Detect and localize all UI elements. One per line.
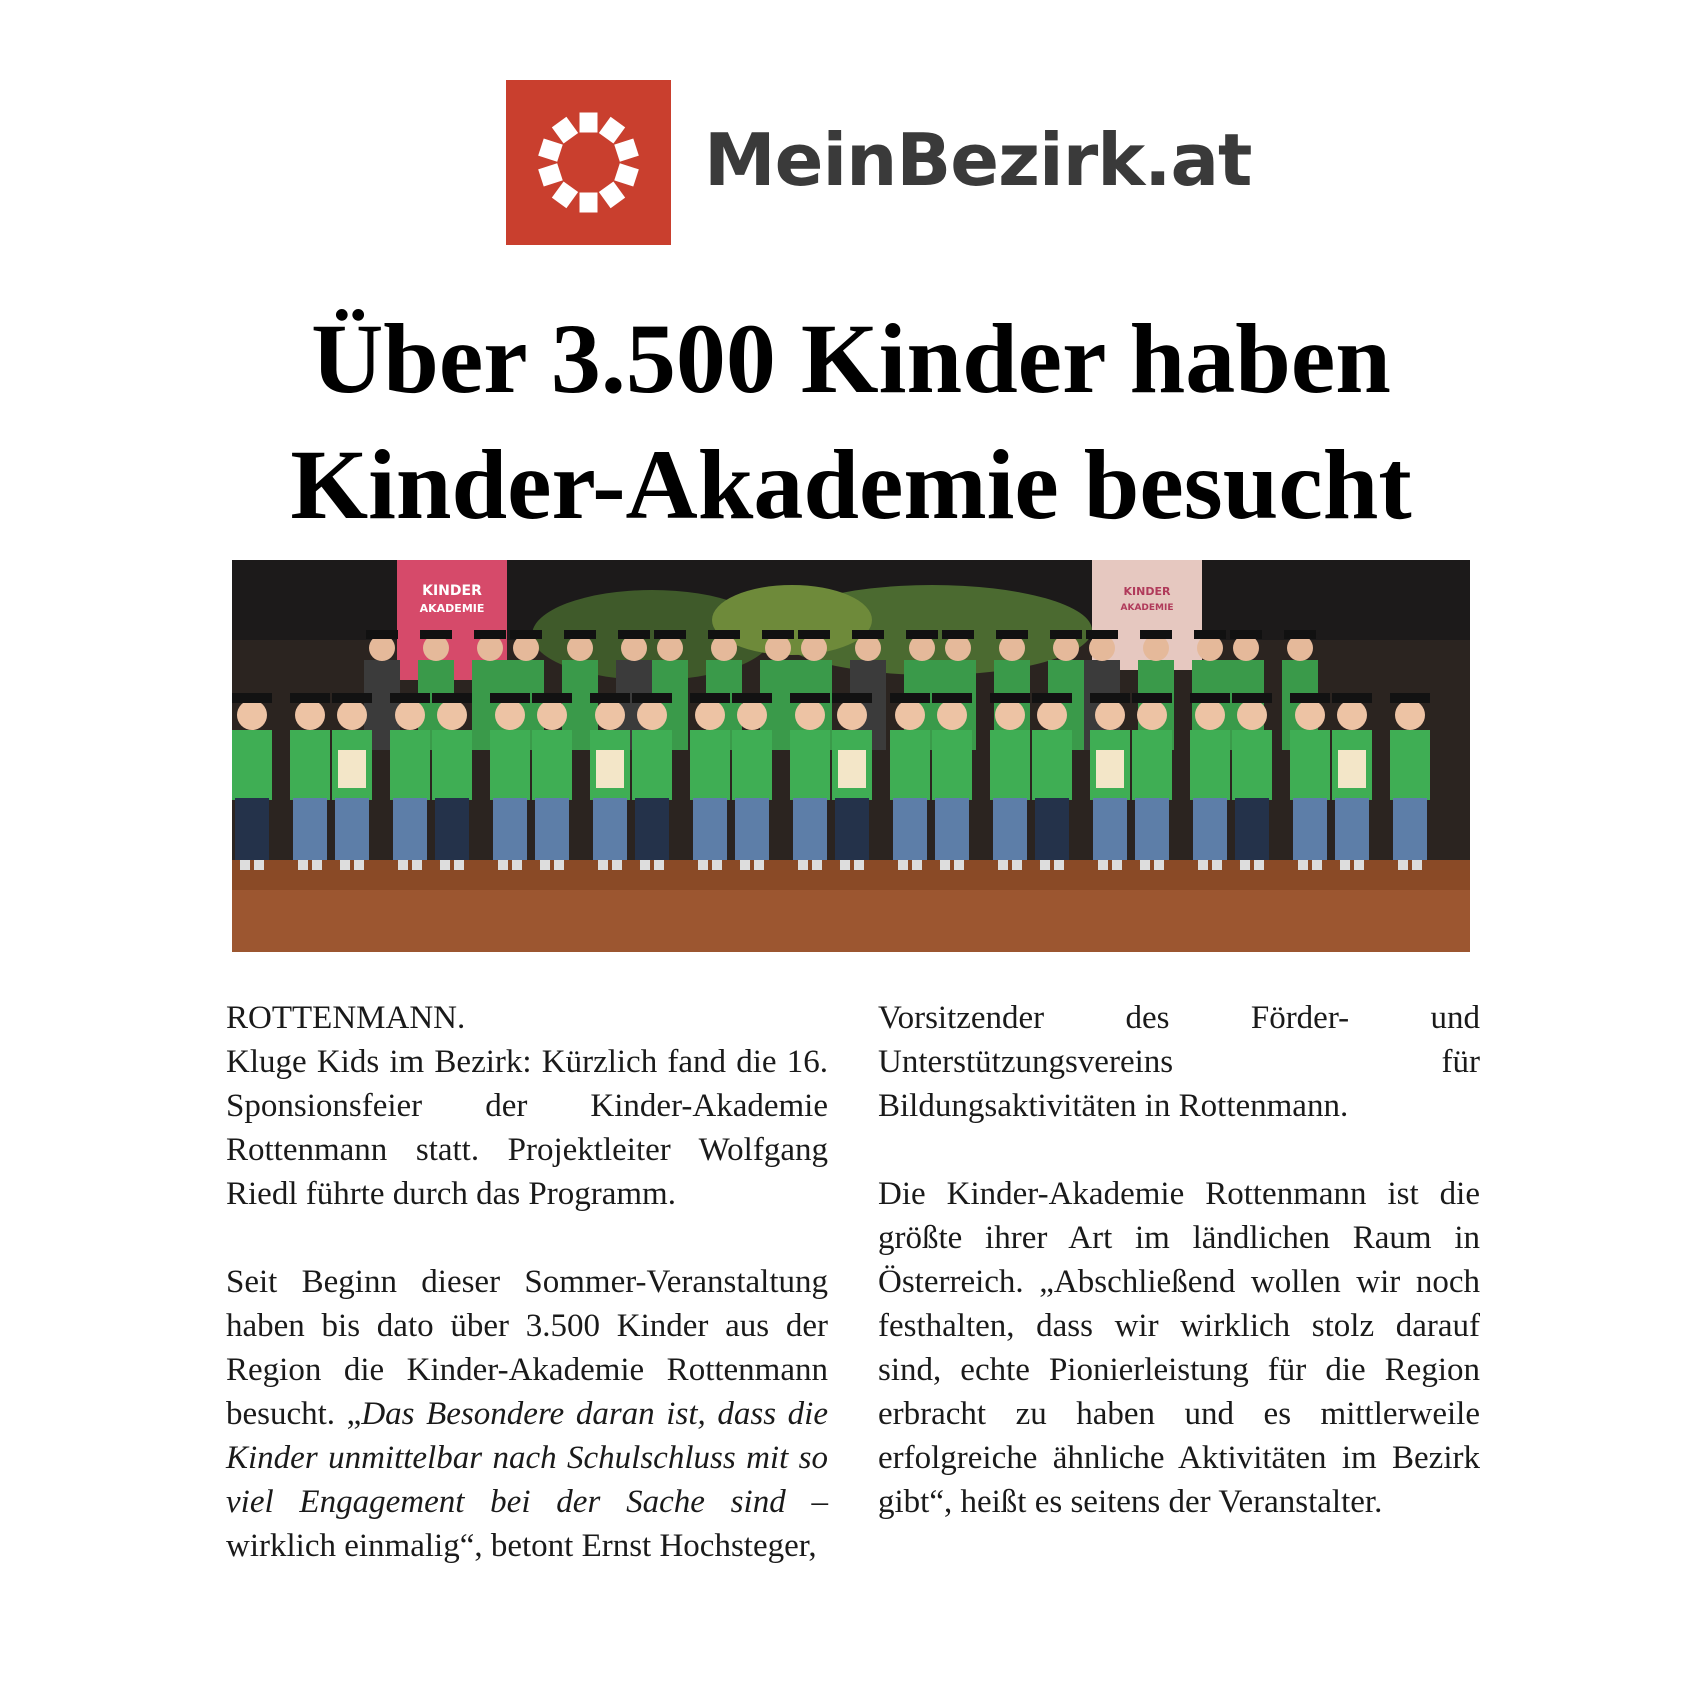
shoe (1054, 860, 1064, 870)
cap (1232, 693, 1272, 703)
cap (906, 630, 938, 639)
shoe (512, 860, 522, 870)
banner-left-line-1: KINDER (422, 583, 482, 599)
jeans (1093, 798, 1127, 860)
shoe (1240, 860, 1250, 870)
cap (942, 630, 974, 639)
cap (332, 693, 372, 703)
shoe (1154, 860, 1164, 870)
cap (232, 693, 272, 703)
cap (1284, 630, 1316, 639)
shoe (440, 860, 450, 870)
jeans (593, 798, 627, 860)
cap (290, 693, 330, 703)
jeans (635, 798, 669, 860)
shoe (854, 860, 864, 870)
head (1095, 700, 1125, 730)
cap (996, 630, 1028, 639)
shirt (1132, 730, 1172, 800)
cap (510, 630, 542, 639)
head (1395, 700, 1425, 730)
sun-ring-logo-icon (506, 80, 671, 245)
article-paragraph-2-end: – wirklich einmalig“, betont Ernst Hochsteger, (226, 1484, 829, 1564)
cap (1140, 630, 1172, 639)
shoe (1098, 860, 1108, 870)
shoe (654, 860, 664, 870)
certificate (338, 750, 366, 788)
shirt (732, 730, 772, 800)
head (795, 700, 825, 730)
cap (762, 630, 794, 639)
jeans (535, 798, 569, 860)
certificate (1096, 750, 1124, 788)
shoe (298, 860, 308, 870)
cap (1090, 693, 1130, 703)
jeans (935, 798, 969, 860)
cap (1230, 630, 1262, 639)
certificate (596, 750, 624, 788)
shoe (1040, 860, 1050, 870)
cap (1190, 693, 1230, 703)
brand-name: MeinBezirk.at (704, 118, 1252, 202)
cap (1050, 630, 1082, 639)
cap (564, 630, 596, 639)
shirt (990, 730, 1030, 800)
jeans (835, 798, 869, 860)
jeans (1193, 798, 1227, 860)
shirt (532, 730, 572, 800)
article-column-left (226, 996, 828, 1612)
head (637, 700, 667, 730)
shirt (432, 730, 472, 800)
jeans (435, 798, 469, 860)
head (695, 700, 725, 730)
shoe (412, 860, 422, 870)
shoe (940, 860, 950, 870)
head (237, 700, 267, 730)
head (937, 700, 967, 730)
cap (590, 693, 630, 703)
jeans (1035, 798, 1069, 860)
jeans (335, 798, 369, 860)
jeans (235, 798, 269, 860)
banner-right-line-1: KINDER (1123, 585, 1171, 598)
shoe (640, 860, 650, 870)
dateline: ROTTENMANN. (226, 1000, 466, 1036)
cap (432, 693, 472, 703)
jeans (993, 798, 1027, 860)
cap (798, 630, 830, 639)
headline-line-1: Über 3.500 Kinder haben (311, 303, 1391, 414)
cap (932, 693, 972, 703)
cap (420, 630, 452, 639)
jeans (1235, 798, 1269, 860)
jeans (293, 798, 327, 860)
shoe (554, 860, 564, 870)
head (395, 700, 425, 730)
shoe (812, 860, 822, 870)
cap (390, 693, 430, 703)
shoe (354, 860, 364, 870)
shoe (998, 860, 1008, 870)
shoe (840, 860, 850, 870)
head (595, 700, 625, 730)
article-paragraph-2-start: Seit Beginn dieser Sommer-Veranstaltung haben bis dato über 3.500 Kinder aus der Region die Kinder-Akademie Rottenmann besucht. „ (226, 1264, 828, 1432)
jeans (735, 798, 769, 860)
head (995, 700, 1025, 730)
cap (1290, 693, 1330, 703)
shoe (1398, 860, 1408, 870)
jeans (793, 798, 827, 860)
shirt (890, 730, 930, 800)
shoe (540, 860, 550, 870)
cap (532, 693, 572, 703)
head (537, 700, 567, 730)
cap (474, 630, 506, 639)
cap (1132, 693, 1172, 703)
head (1295, 700, 1325, 730)
shirt (490, 730, 530, 800)
group-photo (232, 560, 1470, 952)
shoe (898, 860, 908, 870)
shirt (1032, 730, 1072, 800)
shoe (712, 860, 722, 870)
shoe (340, 860, 350, 870)
head (295, 700, 325, 730)
head (837, 700, 867, 730)
brand-logo (506, 80, 671, 245)
banner-left-line-2: AKADEMIE (419, 602, 485, 615)
shoe (254, 860, 264, 870)
shoe (1012, 860, 1022, 870)
shoe (1140, 860, 1150, 870)
jeans (893, 798, 927, 860)
cap (1032, 693, 1072, 703)
shirt (1290, 730, 1330, 800)
shoe (740, 860, 750, 870)
cap (732, 693, 772, 703)
shoe (612, 860, 622, 870)
jeans (1393, 798, 1427, 860)
shoe (312, 860, 322, 870)
shoe (1212, 860, 1222, 870)
head (1237, 700, 1267, 730)
shoe (1340, 860, 1350, 870)
shoe (1412, 860, 1422, 870)
banner-right-line-2: AKADEMIE (1120, 603, 1174, 613)
cap (708, 630, 740, 639)
group-photo-illustration (232, 560, 1470, 952)
shirt (390, 730, 430, 800)
cap (690, 693, 730, 703)
jeans (1335, 798, 1369, 860)
shoe (598, 860, 608, 870)
quote: Das Besondere daran ist, dass die Kinder unmittelbar nach Schulschluss mit so viel Engagement bei der Sache sind (226, 1396, 828, 1520)
head (737, 700, 767, 730)
shoe (798, 860, 808, 870)
cap (618, 630, 650, 639)
article-paragraph-4: Die Kinder-Akademie Rottenmann ist die größte ihrer Art im ländlichen Raum in Österreich. „Abschließend wollen wir noch festhalten, dass wir wirklich stolz darauf sind, echte Pionierleistung für die Region erbracht zu haben und es mittlerweile erfolgreiche ähnliche Aktivitäten im Bezirk gibt“, heißt es seitens der Veranstalter. (878, 1176, 1480, 1520)
shirt (690, 730, 730, 800)
shoe (240, 860, 250, 870)
head (895, 700, 925, 730)
cap (1390, 693, 1430, 703)
shoe (1112, 860, 1122, 870)
cap (1086, 630, 1118, 639)
jeans (493, 798, 527, 860)
shoe (398, 860, 408, 870)
article-paragraph-1: Kluge Kids im Bezirk: Kürzlich fand die 16. Sponsionsfeier der Kinder-Akademie Rottenmann statt. Projektleiter Wolfgang Riedl führte durch das Programm. (226, 1044, 828, 1212)
head (495, 700, 525, 730)
jeans (1135, 798, 1169, 860)
shoe (754, 860, 764, 870)
shirt (290, 730, 330, 800)
shirt (632, 730, 672, 800)
shoe (698, 860, 708, 870)
shoe (1312, 860, 1322, 870)
article-paragraph-3: Vorsitzender des Förder- und Unterstützungsvereins für Bildungsaktivitäten in Rottenmann. (878, 1000, 1480, 1124)
cap (632, 693, 672, 703)
shoe (1298, 860, 1308, 870)
shoe (1354, 860, 1364, 870)
head (437, 700, 467, 730)
cap (654, 630, 686, 639)
head (337, 700, 367, 730)
cap (832, 693, 872, 703)
head (1137, 700, 1167, 730)
headline-line-2: Kinder-Akademie besucht (290, 429, 1412, 540)
article-paragraph-2 (226, 1260, 828, 1568)
cap (790, 693, 830, 703)
shirt (1390, 730, 1430, 800)
shirt (1232, 730, 1272, 800)
jeans (693, 798, 727, 860)
shoe (954, 860, 964, 870)
shirt (790, 730, 830, 800)
cap (990, 693, 1030, 703)
cap (1194, 630, 1226, 639)
jeans (393, 798, 427, 860)
cap (1332, 693, 1372, 703)
shoe (1198, 860, 1208, 870)
headline (150, 296, 1552, 548)
certificate (1338, 750, 1366, 788)
shirt (1190, 730, 1230, 800)
head (1195, 700, 1225, 730)
article-column-right (878, 996, 1480, 1568)
jeans (1293, 798, 1327, 860)
cap (852, 630, 884, 639)
cap (366, 630, 398, 639)
cap (490, 693, 530, 703)
head (1037, 700, 1067, 730)
shoe (498, 860, 508, 870)
cap (890, 693, 930, 703)
shoe (912, 860, 922, 870)
shirt (232, 730, 272, 800)
shoe (1254, 860, 1264, 870)
shirt (932, 730, 972, 800)
shoe (454, 860, 464, 870)
head (1337, 700, 1367, 730)
certificate (838, 750, 866, 788)
